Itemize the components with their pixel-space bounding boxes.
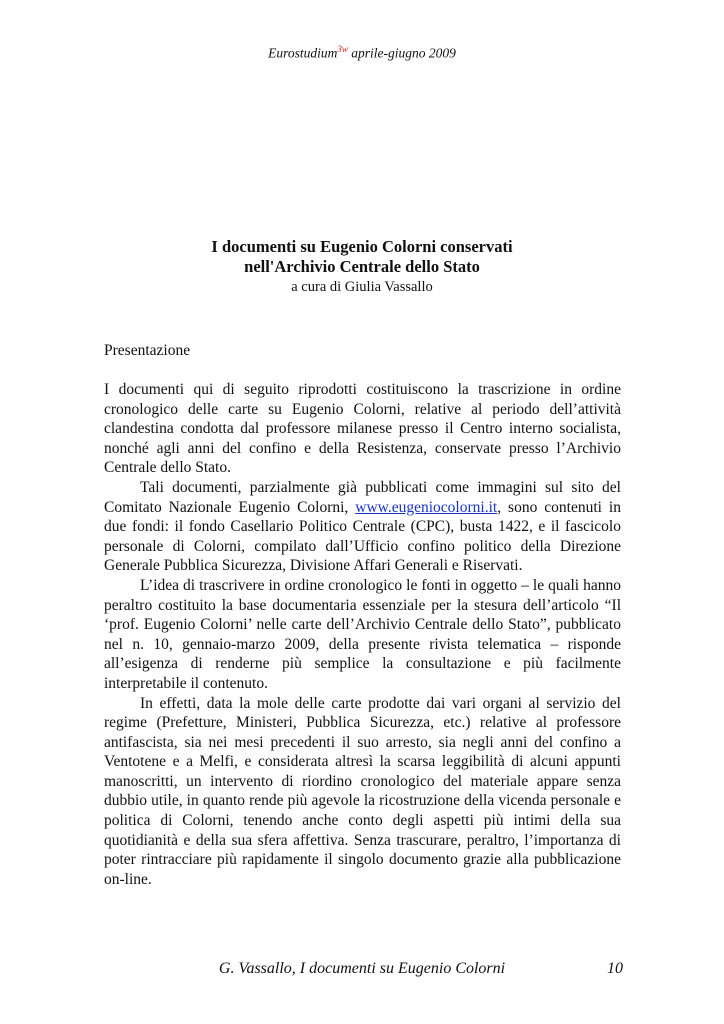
paragraph-2: [104, 478, 621, 576]
issue-date: aprile-giugno 2009: [347, 45, 456, 61]
curator-line: a cura di Giulia Vassallo: [291, 279, 433, 295]
paragraph-2-text-start: Tali documenti, parzialmente già pubblicati come immagini sul sito del Comitato Nazionale Eugenio Colorni,: [104, 478, 621, 516]
paragraph-3: L’idea di trascrivere in ordine cronologico le fonti in oggetto – le quali hanno peraltro costituito la base documentaria essenziale per la stesura dell’articolo “Il ‘prof. Eugenio Colorni’ nelle carte dell’Archivio Centrale dello Stato”, pubblicato nel n. 10, gennaio-marzo 2009, della presente rivista telematica – risponde all’esigenza di renderne più semplice la consultazione e più facilmente interpretabile il contenuto.: [104, 576, 621, 692]
document-title-line-2: nell'Archivio Centrale dello Stato: [244, 257, 480, 276]
journal-name: Eurostudium: [268, 45, 338, 61]
paragraph-2-text-end: , sono contenuti in due fondi: il fondo Casellario Politico Centrale (CPC), busta 1422, e il fascicolo personale di Colorni, compilato dall’Ufficio confino politico della Direzione Generale Pubblica Sicurezza, Divisione Affari Generali e Riservati.: [104, 498, 621, 575]
document-title-line-1: I documenti su Eugenio Colorni conservati: [211, 237, 513, 256]
body-text: [104, 380, 621, 889]
paragraph-4: In effetti, data la mole delle carte prodotte dai vari organi al servizio del regime (Prefetture, Ministeri, Pubblica Sicurezza, etc.) relative al professore antifascista, sia nei mesi precedenti il suo arresto, sia negli anni del confino a Ventotene e a Melfi, e considerata altresì la scarsa leggibilità di alcuni appunti manoscritti, un intervento di riordino cronologico del materiale appare senza dubbio utile, in quanto rende più agevole la ricostruzione della vicenda personale e politica di Colorni, tenendo anche conto degli aspetti più intimi della sua quotidianità e della sua sfera affettiva. Senza trascurare, peraltro, l’importanza di poter rintracciare più rapidamente il singolo documento grazie alla pubblicazione on-line.: [104, 694, 621, 888]
journal-superscript: 3w: [337, 44, 348, 54]
paragraph-1: I documenti qui di seguito riprodotti costituiscono la trascrizione in ordine cronologico delle carte su Eugenio Colorni, relative al periodo dell’attività clandestina condotta dal professore milanese presso il Centro interno socialista, nonché agli anni del confino e della Resistenza, conservate presso l’Archivio Centrale dello Stato.: [104, 381, 621, 477]
page-number: 10: [607, 960, 623, 977]
website-link[interactable]: www.eugeniocolorni.it: [355, 498, 498, 516]
running-header: [0, 44, 724, 62]
title-block: [0, 237, 724, 297]
section-heading: Presentazione: [104, 342, 191, 359]
footer-running-title: G. Vassallo, I documenti su Eugenio Colorni: [218, 960, 506, 977]
